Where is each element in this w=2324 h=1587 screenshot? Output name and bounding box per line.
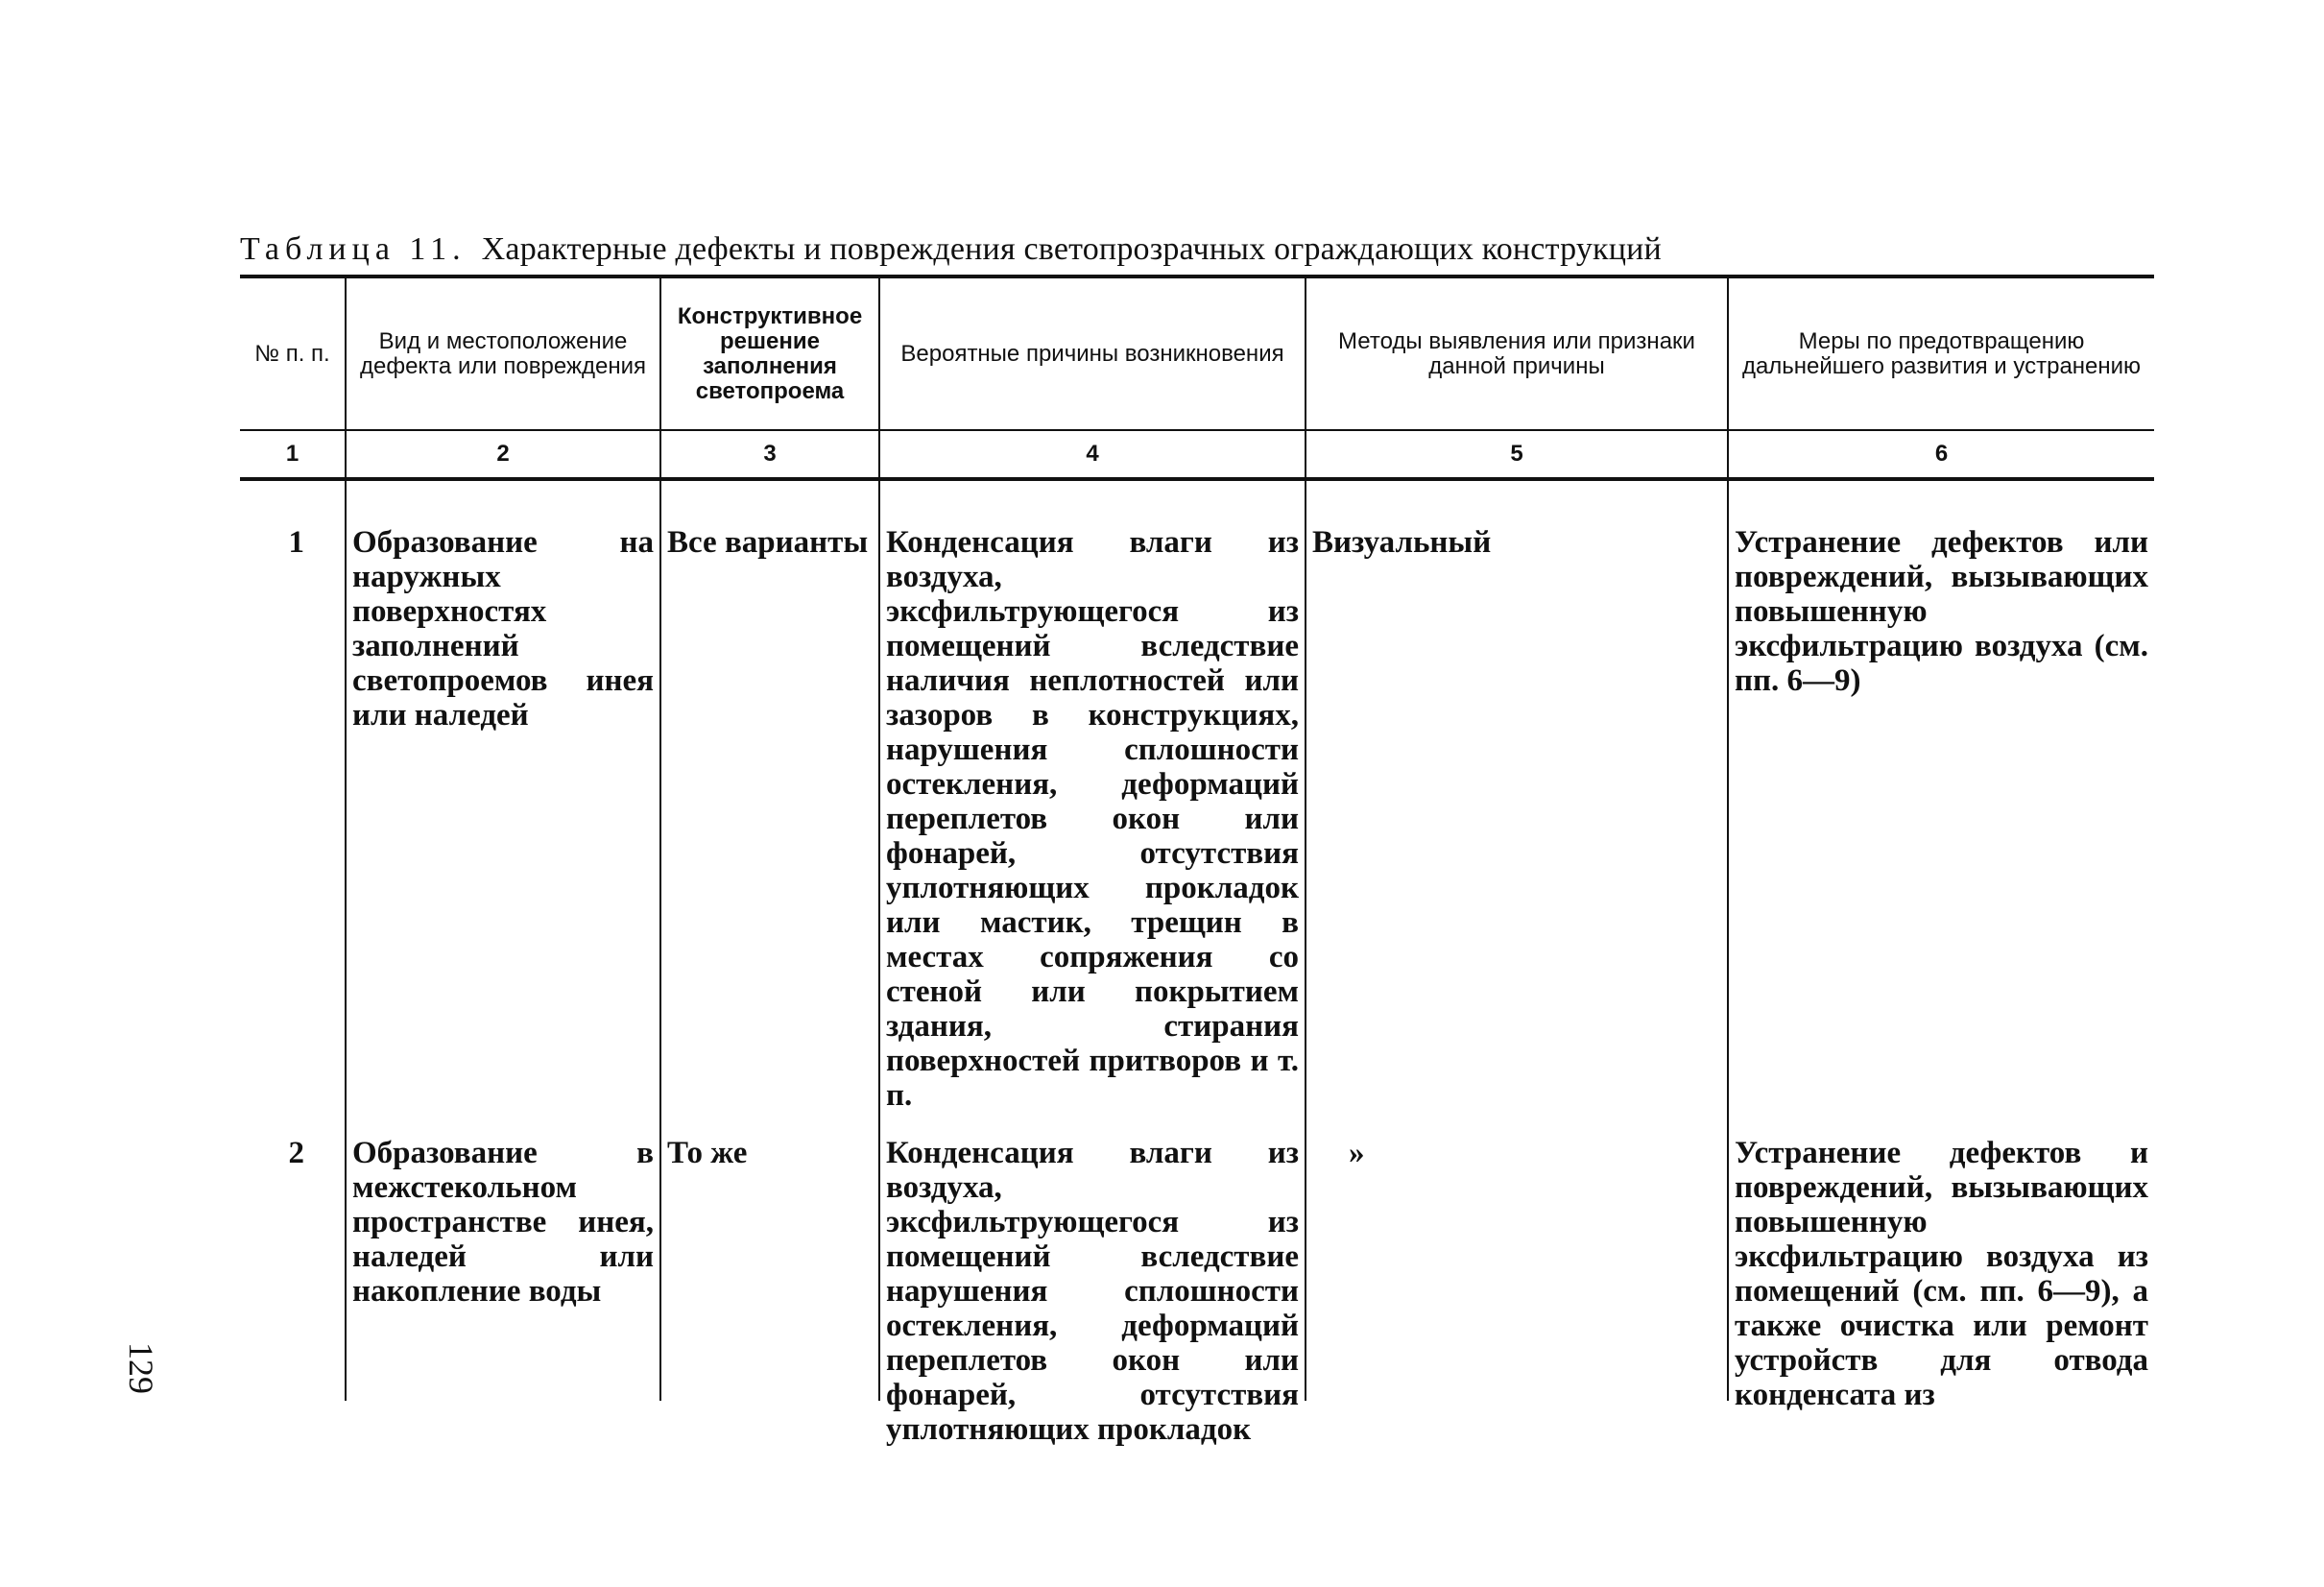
column-number: 1 xyxy=(240,430,346,479)
defect-text: Образование в межстекольном пространстве инея, наледей или накопление воды xyxy=(352,1136,654,1309)
caption-label: Таблица 11. xyxy=(240,231,467,267)
column-number: 2 xyxy=(346,430,660,479)
header-row xyxy=(240,277,2154,430)
table-caption xyxy=(240,230,2150,269)
column-number-row xyxy=(240,430,2154,479)
measures-cell: Устранение дефектов или повреждений, вызывающих повышенную эксфильтрацию воздуха (см. пп. 6—9) xyxy=(1728,479,2154,1113)
defect-cell: Образование на наружных поверхностях заполнений светопроемов инея или наледей xyxy=(346,479,660,1113)
column-number: 5 xyxy=(1306,430,1728,479)
causes-cell: Конденсация влаги из воздуха, эксфильтрующегося из помещений вследствие наличия неплотностей или зазоров в конструкциях, нарушения сплошности остекления, деформаций переплетов окон или фонарей, отсутствия уплотняющих прокладок или мастик, трещин в местах сопряжения со стеной или покрытием здания, стирания поверхностей притворов и т. п. xyxy=(879,479,1306,1113)
column-number: 3 xyxy=(660,430,879,479)
solution-cell xyxy=(660,1113,879,1401)
solution-cell: Все варианты xyxy=(660,479,879,1113)
header-col-measures: Меры по предотвращению дальнейшего развития и устранению xyxy=(1728,277,2154,430)
methods-text: » xyxy=(1349,1136,1365,1170)
page-number: 129 xyxy=(122,1342,160,1394)
column-number: 4 xyxy=(879,430,1306,479)
row-number: 1 xyxy=(288,525,304,560)
header-col-causes: Вероятные причины возникновения xyxy=(879,277,1306,430)
measures-cell xyxy=(1728,1113,2154,1412)
header-col-number: № п. п. xyxy=(240,277,346,430)
table-row xyxy=(240,479,2154,1113)
row-number: 2 xyxy=(288,1136,304,1170)
row-number-cell xyxy=(240,1113,346,1401)
methods-cell: Визуальный xyxy=(1306,479,1728,1113)
measures-text: Устранение дефектов и повреждений, вызывающих повышенную эксфильтрацию воздуха из помещений (см. пп. 6—9), а также очистка или ремонт устройств для отвода конденсата из xyxy=(1735,1136,2148,1412)
defects-table xyxy=(240,275,2154,1447)
causes-text: Конденсация влаги из воздуха, эксфильтрующегося из помещений вследствие нарушения сплошности остекления, деформаций переплетов окон или фонарей, отсутствия уплотняющих прокладок xyxy=(886,1136,1299,1447)
solution-text: То же xyxy=(667,1136,748,1170)
header-col-defect: Вид и местоположение дефекта или повреждения xyxy=(346,277,660,430)
methods-cell xyxy=(1306,1113,1728,1401)
column-number: 6 xyxy=(1728,430,2154,479)
caption-title: Характерные дефекты и повреждения светопрозрачных ограждающих конструкций xyxy=(481,231,1662,267)
header-col-methods: Методы выявления или признаки данной причины xyxy=(1306,277,1728,430)
causes-cell xyxy=(879,1113,1306,1447)
defect-cell xyxy=(346,1113,660,1401)
header-col-solution: Конструктивное решение заполнения светопроема xyxy=(660,277,879,430)
table-row xyxy=(240,1113,2154,1401)
